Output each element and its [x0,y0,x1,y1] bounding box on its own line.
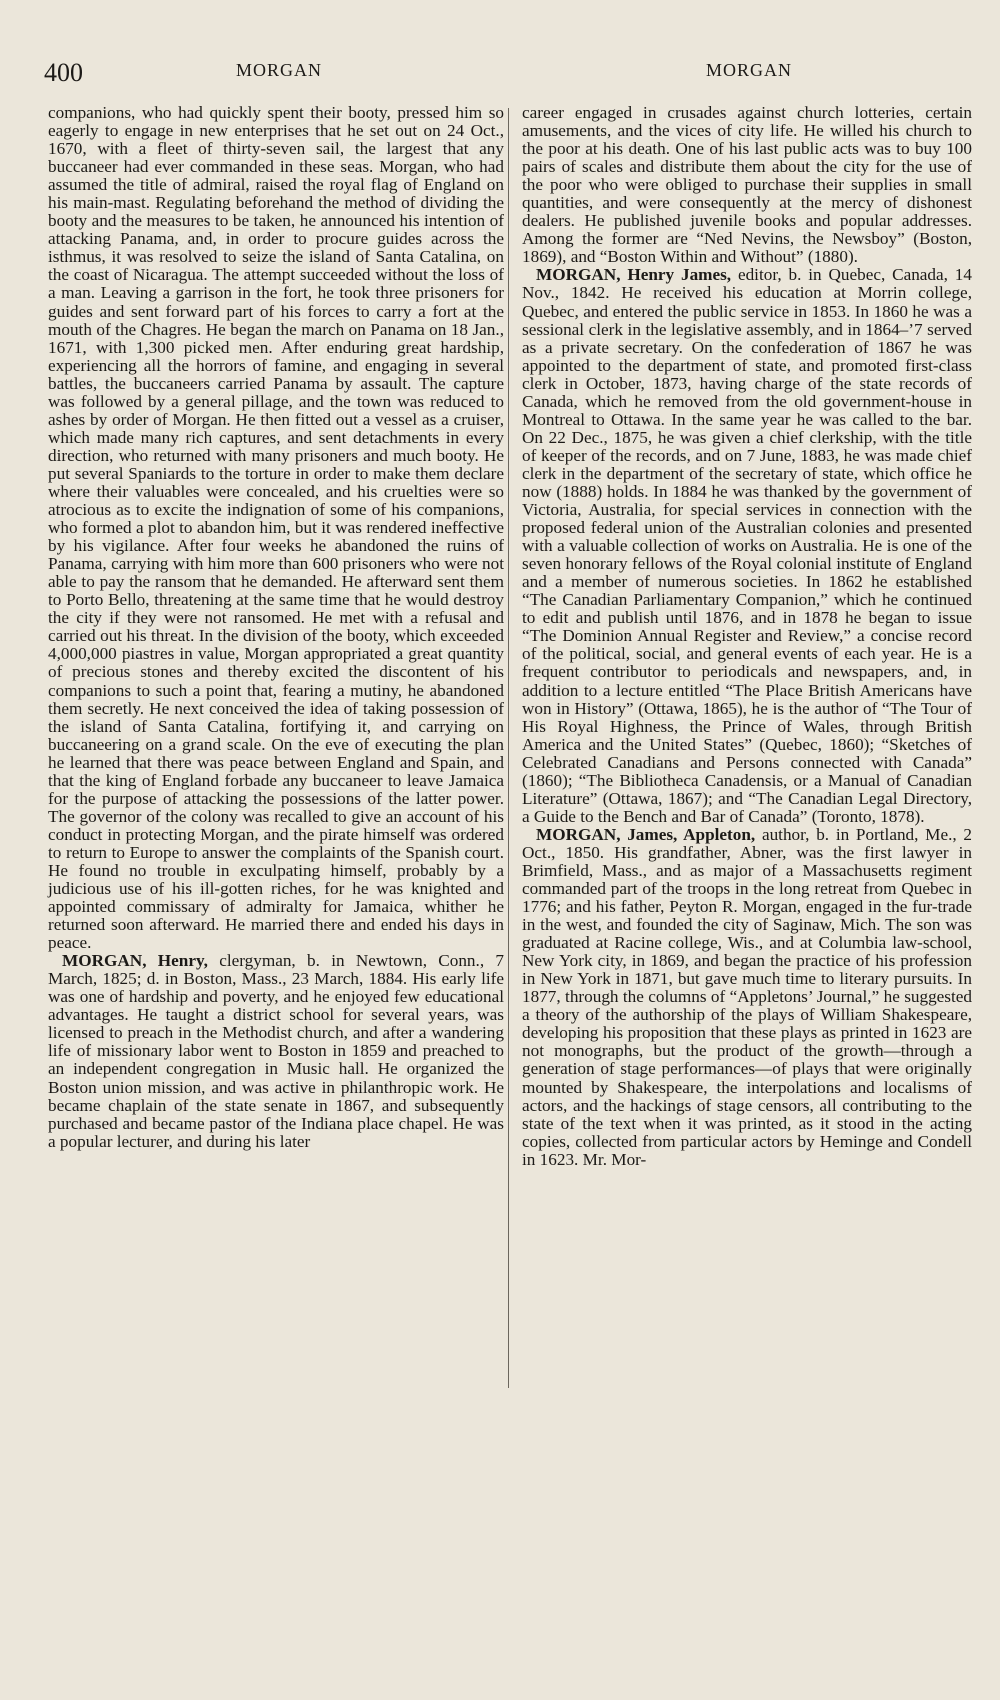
entry-henry-morgan [48,952,504,1151]
entry-continuation-right: career engaged in crusades against church lotteries, certain amusements, and the vices of city life. He willed his church to the poor at his death. One of his last public acts was to buy 100 pairs of scales and distribute them about the city for the use of the poor who were obliged to purchase their supplies in small quantities, and were consequently at the mercy of dishonest dealers. He published juvenile books and popular addresses. Among the former are “Ned Nevins, the Newsboy” (Boston, 1869), and “Boston Within and Without” (1880). [522,103,972,267]
right-running-head: MORGAN [706,60,793,80]
entry-continuation-left: companions, who had quickly spent their booty, pressed him so eagerly to engage in new enterprises that he set out on 24 Oct., 1670, with a fleet of thirty-seven sail, the largest that any buccaneer had ever commanded in these seas. Morgan, who had assumed the title of admiral, raised the royal flag of England on his main-mast. Regulating beforehand the method of dividing the booty and the measures to be taken, he announced his intention of attacking Panama, and, in order to procure guides across the isthmus, it was resolved to seize the island of Santa Catalina, on the coast of Nicaragua. The attempt succeeded without the loss of a man. Leaving a garrison in the fort, he took three prisoners for guides and sent forward part of his forces to carry a fort at the mouth of the Chagres. He began the march on Panama on 18 Jan., 1671, with 1,300 picked men. After enduring great hardship, experiencing all the horrors of famine, and engaging in several battles, the buccaneers carried Panama by assault. The capture was followed by a general pillage, and the town was reduced to ashes by order of Morgan. He then fitted out a vessel as a cruiser, which made many rich captures, and sent detachments in every direction, who returned with many prisoners and much booty. He put several Spaniards to the torture in order to make them declare where their valuables were concealed, and his cruelties were so atrocious as to excite the indignation of some of his companions, who formed a plot to abandon him, but it was rendered ineffective by his vigilance. After four weeks he abandoned the ruins of Panama, carrying with him more than 600 prisoners who were not able to pay the ransom that he demanded. He afterward sent them to Porto Bello, threatening at the same time that he would destroy the city if they were not ransomed. He met with a refusal and carried out his threat. In the division of the booty, which exceeded 4,000,000 piastres in value, Morgan appropriated a great quantity of precious stones and thereby excited the discontent of his companions to such a point that, fearing a mutiny, he abandoned them secretly. He next conceived the idea of taking possession of the island of Santa Catalina, fortifying it, and carrying on buccaneering on a grand scale. On the eve of executing the plan he learned that there was peace between England and Spain, and that the king of England forbade any buccaneer to leave Jamaica for the purpose of attacking the possessions of the latter power. The governor of the colony was recalled to give an account of his conduct in protecting Morgan, and the pirate himself was ordered to return to Europe to answer the complaints of the Spanish court. He found no trouble in exculpating himself, probably by a judicious use of his ill-gotten riches, for he was knighted and appointed commissary of admiralty for Jamaica, whither he returned soon afterward. He married there and ended his days in peace. [48,103,504,953]
column-divider [508,108,509,1388]
entry-headword: MORGAN, Henry, [62,951,208,971]
entry-text: author, b. in Portland, Me., 2 Oct., 1850. His grandfather, Abner, was the first lawyer in Brimfield, Mass., and as major of a Massachusetts regiment commanded part of the troops in the long retreat from Quebec in 1776; and his father, Peyton R. Morgan, engaged in the fur-trade in the west, and founded the city of Saginaw, Mich. The son was graduated at Racine college, Wis., and at Columbia law-school, New York city, in 1869, and began the practice of his profession in New York in 1871, but gave much time to literary pursuits. In 1877, through the columns of “Appletons’ Journal,” he suggested a theory of the authorship of the plays of William Shakespeare, developing his proposition that these plays as printed in 1623 are not monographs, but the product of the growth—through a generation of stage performances—of plays that were originally mounted by Shakespeare, the interpolations and localisms of actors, and the hackings of stage censors, all contributing to the state of the text when it was printed, as it stood in the acting copies, collected from particular actors by Heminge and Condell in 1623. Mr. Mor- [522,824,972,1169]
page-number: 400 [44,58,83,87]
entry-headword: MORGAN, Henry James, [536,265,732,285]
entry-text: clergyman, b. in Newtown, Conn., 7 March, 1825; d. in Boston, Mass., 23 March, 1884. His early life was one of hardship and poverty, and he enjoyed few educational advantages. He taught a district school for several years, was licensed to preach in the Methodist church, and after a wandering life of missionary labor went to Boston in 1859 and preached to an independent congregation in Music hall. He organized the Boston union mission, and was active in philanthropic work. He became chaplain of the state senate in 1867, and subsequently purchased and became pastor of the Indiana place chapel. He was a popular lecturer, and during his later [48,951,505,1151]
entry-james-appleton-morgan [522,826,972,1169]
right-column [522,104,972,1169]
entry-text: editor, b. in Quebec, Canada, 14 Nov., 1842. He received his education at Morrin college, Quebec, and entered the public service in 1853. In 1860 he was a sessional clerk in the legislative assembly, and in 1864–’7 served as a private secretary. On the confederation of 1867 he was appointed to the department of state, and promoted first-class clerk in October, 1873, having charge of the state records of Canada, which he removed from the old government-house in Montreal to Ottawa. In the same year he was called to the bar. On 22 Dec., 1875, he was given a chief clerkship, with the title of keeper of the records, and on 7 June, 1883, he was made chief clerk in the department of the secretary of state, which office he now (1888) holds. In 1884 he was thanked by the government of Victoria, Australia, for special services in connection with the proposed federal union of the Australian colonies and presented with a valuable collection of works on Australia. He is one of the seven honorary fellows of the Royal colonial institute of England and a member of numerous societies. In 1862 he established “The Canadian Parliamentary Companion,” which he continued to edit and publish until 1876, and in 1878 he began to issue “The Dominion Annual Register and Review,” a concise record of the political, social, and general events of each year. He is a frequent contributor to periodicals and newspapers, and, in addition to a lecture entitled “The Place British Americans have won in History” (Ottawa, 1865), he is the author of “The Tour of His Royal Highness, the Prince of Wales, through British America and the United States” (Quebec, 1860); “Sketches of Celebrated Canadians and Persons connected with Canada” (1860); “The Bibliotheca Canadensis, or a Manual of Canadian Literature” (Ottawa, 1867); and “The Canadian Legal Directory, a Guide to the Bench and Bar of Canada” (Toronto, 1878). [522,265,972,826]
entry-headword: MORGAN, James, Appleton, [536,824,756,844]
left-column [48,104,504,1151]
entry-henry-james-morgan [522,266,972,825]
left-running-head: MORGAN [236,60,323,80]
